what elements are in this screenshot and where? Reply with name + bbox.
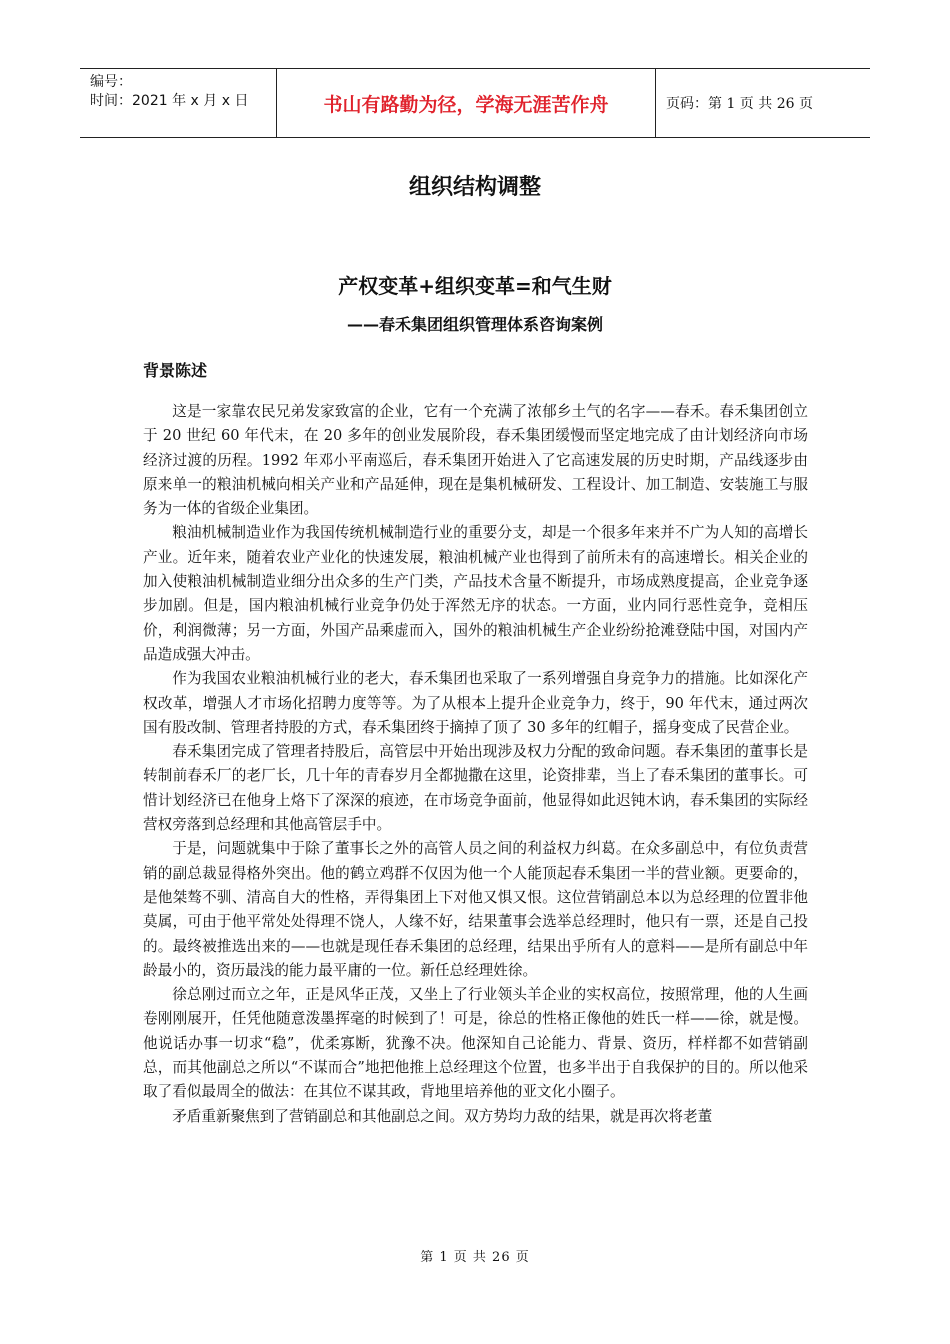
paragraph: 粮油机械制造业作为我国传统机械制造行业的重要分支，却是一个很多年来并不广为人知的高增长产业。近年来，随着农业产业化的快速发展，粮油机械产业也得到了前所未有的高速增长。相关企业的加入使粮油机械制造业细分出众多的生产门类，产品技术含量不断提升，市场成熟度提高，企业竞争逐步加剧。但是，国内粮油机械行业竞争仍处于浑然无序的状态。一方面，业内同行恶性竞争，竞相压价，利润微薄；另一方面，外国产品乘虚而入，国外的粮油机械生产企业纷纷抢滩登陆中国，对国内产品造成强大冲击。 [143,524,808,663]
page-footer: 第 1 页 共 26 页 [420,1250,530,1265]
paragraph: 于是，问题就集中于除了董事长之外的高管人员之间的利益权力纠葛。在众多副总中，有位负责营销的副总裁显得格外突出。他的鹤立鸡群不仅因为他一个人能顶起春禾集团一半的营业额。更要命的，是他桀骜不驯、清高自大的性格，弄得集团上下对他又惧又恨。这位营销副总本以为总经理的位置非他莫属，可由于他平常处处得理不饶人，人缘不好，结果董事会选举总经理时，他只有一票，还是自己投的。最终被推选出来的——也就是现任春禾集团的总经理，结果出乎所有人的意料——是所有副总中年龄最小的，资历最浅的能力最平庸的一位。新任总经理姓徐。 [143,840,808,979]
header-motto: 书山有路勤为径，学海无涯苦作舟 [277,69,656,137]
paragraph: 作为我国农业粮油机械行业的老大，春禾集团也采取了一系列增强自身竞争力的措施。比如深化产权改革，增强人才市场化招聘力度等等。为了从根本上提升企业竞争力，终于，90 年代末，通过两次国有股改制、管理者持股的方式，春禾集团终于摘掉了顶了 30 多年的红帽子，摇身变成了民营企业。 [143,670,808,736]
number-label: 编号： [90,74,132,90]
article-body [143,400,808,1129]
article-subtitle: ——春禾集团组织管理体系咨询案例 [346,315,603,334]
header-meta [80,69,277,137]
article-title: 产权变革+组织变革=和气生财 [338,274,612,298]
paragraph: 徐总刚过而立之年，正是风华正茂，又坐上了行业领头羊企业的实权高位，按照常理，他的人生画卷刚刚展开，任凭他随意泼墨挥毫的时候到了！可是，徐总的性格正像他的姓氏一样——徐，就是慢。他说话办事一切求“稳”，优柔寡断，犹豫不决。他深知自己论能力、背景、资历，样样都不如营销副总，而其他副总之所以“不谋而合”地把他推上总经理这个位置，也多半出于自我保护的目的。所以他采取了看似最周全的做法：在其位不谋其政，背地里培养他的亚文化小圈子。 [143,986,808,1101]
section-heading: 背景陈述 [143,361,208,380]
paragraph: 这是一家靠农民兄弟发家致富的企业，它有一个充满了浓郁乡土气的名字——春禾。春禾集团创立于 20 世纪 60 年代末，在 20 多年的创业发展阶段，春禾集团缓慢而坚定地完成了由计划经济向市场经济过渡的历程。1992 年邓小平南巡后，春禾集团开始进入了它高速发展的历史时期，产品线逐步由原来单一的粮油机械向相关产业和产品延伸，现在是集机械研发、工程设计、加工制造、安装施工与服务为一体的省级企业集团。 [143,403,808,518]
paragraph: 矛盾重新聚焦到了营销副总和其他副总之间。双方势均力敌的结果，就是再次将老董 [172,1107,713,1125]
document-header [80,68,870,138]
paragraph: 春禾集团完成了管理者持股后，高管层中开始出现涉及权力分配的致命问题。春禾集团的董事长是转制前春禾厂的老厂长，几十年的青春岁月全都抛撒在这里，论资排辈，当上了春禾集团的董事长。可惜计划经济已在他身上烙下了深深的痕迹，在市场竞争面前，他显得如此迟钝木讷，春禾集团的实际经营权旁落到总经理和其他高管层手中。 [143,743,808,834]
header-page-info: 页码：第 1 页 共 26 页 [666,96,813,112]
document-title: 组织结构调整 [408,175,541,200]
time-label: 时间：2021 年 x 月 x 日 [90,93,249,109]
